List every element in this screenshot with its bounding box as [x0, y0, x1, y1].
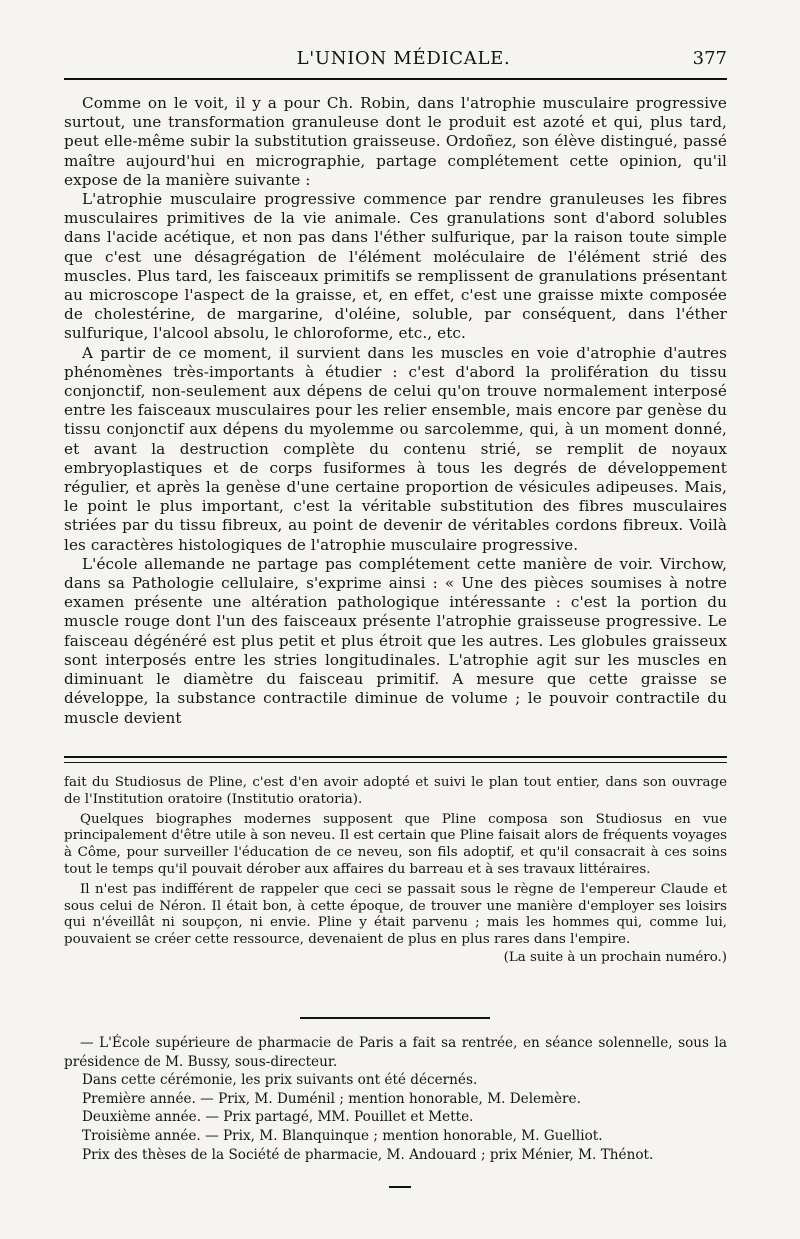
section-separator: [300, 1017, 490, 1019]
feuilleton-rule: [64, 756, 727, 763]
prize-entry-4: Prix des thèses de la Société de pharmacie, M. Andouard ; prix Ménier, M. Thénot.: [82, 1146, 654, 1163]
main-text: [64, 94, 727, 728]
continuation-note: (La suite à un prochain numéro.): [503, 949, 727, 965]
news-intro: — L'École supérieure de pharmacie de Paris a fait sa rentrée, en séance solennelle, sous la présidence de M. Bussy, sous-directeur.: [64, 1035, 727, 1070]
feuilleton-paragraph-2: Quelques biographes modernes supposent que Pline composa son Studiosus en vue principalement d'être utile à son neveu. Il est certain que Pline faisait alors de fréquents voyages à Côme, pour surveiller l'éducation de ce neveu, son fils adoptif, et qu'il consacrait à ces soins tout le temps qu'il pouvait dérober aux affaires du barreau et à ses travaux littéraires.: [64, 811, 727, 877]
page-header: [80, 48, 727, 72]
prize-entry-3: Troisième année. — Prix, M. Blanquinque ; mention honorable, M. Guelliot.: [82, 1127, 603, 1144]
paragraph-1: Comme on le voit, il y a pour Ch. Robin, dans l'atrophie musculaire progressive surtout, une transformation granuleuse dont le produit est azoté et qui, plus tard, peut elle-même subir la substitution graisseuse. Ordoñez, son élève distingué, passé maître aujourd'hui en micrographie, partage complétement cette opinion, qu'il expose de la manière suivante :: [64, 94, 727, 189]
header-rule: [64, 78, 727, 80]
feuilleton-text: [64, 775, 727, 967]
page-number: 377: [692, 48, 727, 69]
prize-entry-2: Deuxième année. — Prix partagé, MM. Pouillet et Mette.: [82, 1109, 474, 1126]
paragraph-2: L'atrophie musculaire progressive commence par rendre granuleuses les fibres musculaires primitives de la vie animale. Ces granulations sont d'abord solubles dans l'acide acétique, et non pas dans l'éther sulfurique, par la raison toute simple que c'est une désagrégation de l'élément moléculaire de l'élément strié des muscles. Plus tard, les faisceaux primitifs se remplissent de granulations présentant au microscope l'aspect de la graisse, et, en effet, c'est une graisse mixte composée de cholestérine, de margarine, d'oléine, soluble, par conséquent, dans l'éther sulfurique, l'alcool absolu, le chloroforme, etc., etc.: [64, 190, 727, 343]
news-section: [64, 1034, 727, 1164]
end-dash: [389, 1186, 411, 1188]
paragraph-4: L'école allemande ne partage pas complétement cette manière de voir. Virchow, dans sa Pathologie cellulaire, s'exprime ainsi : « Une des pièces soumises à notre examen présente une altération pathologique intéressante : c'est la portion du muscle rouge dont l'un des faisceaux présente l'atrophie graisseuse progressive. Le faisceau dégénéré est plus petit et plus étroit que les autres. Les globules graisseux sont interposés entre les stries longitudinales. L'atrophie agit sur les muscles en diminuant le diamètre du faisceau primitif. A mesure que cette graisse se développe, la substance contractile diminue de volume ; le pouvoir contractile du muscle devient: [64, 554, 727, 727]
paragraph-3: A partir de ce moment, il survient dans les muscles en voie d'atrophie d'autres phénomènes très-importants à étudier : c'est d'abord la prolifération du tissu conjonctif, non-seulement aux dépens de celui qu'on trouve normalement interposé entre les faisceaux musculaires pour les relier ensemble, mais encore par genèse du tissu conjonctif aux dépens du myolemme ou sarcolemme, qui, à un moment donné, et avant la destruction complète du contenu strié, se remplit de noyaux embryoplastiques et de corps fusiformes à tous les degrés de développement régulier, et après la genèse d'une certaine proportion de vésicules adipeuses. Mais, le point le plus important, c'est la véritable substitution des fibres musculaires striées par du tissu fibreux, au point de devenir de véritables cordons fibreux. Voilà les caractères histologiques de l'atrophie musculaire progressive.: [64, 343, 727, 554]
feuilleton-paragraph-1: fait du Studiosus de Pline, c'est d'en avoir adopté et suivi le plan tout entier, dans son ouvrage de l'Institution oratoire (Institutio oratoria).: [64, 775, 727, 807]
running-head: L'UNION MÉDICALE.: [296, 48, 511, 69]
news-ceremony: Dans cette cérémonie, les prix suivants ont été décernés.: [82, 1072, 478, 1089]
prize-entry-1: Première année. — Prix, M. Duménil ; mention honorable, M. Delemère.: [82, 1090, 581, 1107]
feuilleton-paragraph-3: Il n'est pas indifférent de rappeler que ceci se passait sous le règne de l'empereur Claude et sous celui de Néron. Il était bon, à cette époque, de trouver une manière d'employer ses loisirs qui n'éveillât ni soupçon, ni envie. Pline y était parvenu ; mais les hommes qui, comme lui, pouvaient se créer cette ressource, devenaient de plus en plus rares dans l'empire.: [64, 881, 727, 948]
